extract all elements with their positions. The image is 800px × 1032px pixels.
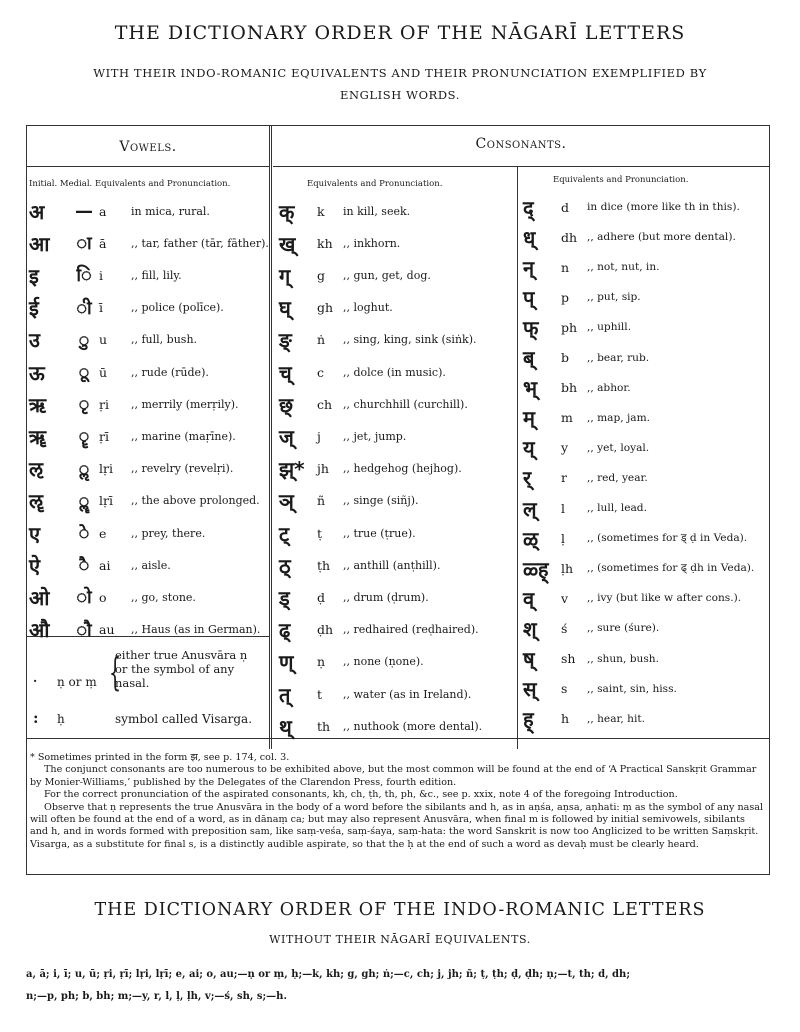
consonant-devanagari: व्: [523, 586, 535, 611]
consonant-pronunciation: ,, shun, bush.: [587, 652, 659, 665]
consonant-latin: dh: [561, 229, 578, 245]
romanic-order-line-2: n;—p, ph; b, bh; m;—y, r, l, ḷ, ḷh, v;—ś, sh, s;—h.: [26, 991, 287, 1002]
consonant-devanagari: ळ्ह्: [523, 556, 549, 581]
consonant-row: [523, 674, 677, 704]
vowel-row: [29, 615, 260, 645]
second-subtitle: WITHOUT THEIR NĀGARĪ EQUIVALENTS.: [269, 933, 531, 946]
consonant-row: [279, 454, 462, 484]
vowel-medial: ॢ: [78, 458, 90, 480]
consonant-latin: ph: [561, 319, 578, 335]
consonant-row: [279, 293, 393, 323]
vowel-latin: i: [99, 267, 103, 283]
consonant-devanagari: ब्: [523, 346, 535, 370]
consonant-devanagari: स्: [523, 677, 537, 702]
consonant-latin: n: [561, 259, 570, 275]
vowel-initial: इ: [29, 263, 39, 288]
anusvara-description: [115, 648, 247, 690]
vowel-latin: au: [99, 622, 115, 638]
vowel-pronunciation: ,, merrily (merṛily).: [131, 397, 239, 411]
consonant-row: [523, 553, 754, 583]
consonant-latin: ñ: [317, 493, 326, 509]
vowel-row: [29, 325, 197, 355]
consonant-row: [279, 679, 471, 709]
footnote-1: * Sometimes printed in the form झ, see p. 174, col. 3.: [30, 752, 290, 763]
vowel-medial: ॄ: [78, 426, 90, 448]
consonant-row: [523, 704, 645, 734]
consonant-row: [523, 373, 631, 403]
vowel-row: [29, 293, 224, 323]
consonant-row: [279, 486, 419, 516]
consonant-latin: s: [561, 681, 568, 697]
consonant-pronunciation: ,, red, year.: [587, 471, 648, 484]
vowel-latin: lṛī: [99, 493, 113, 509]
column-divider-consonants: [517, 166, 518, 749]
vowel-pronunciation: in mica, rural.: [131, 204, 210, 218]
visarga-symbol: :: [33, 709, 39, 727]
vowel-latin: ṛi: [99, 396, 109, 412]
consonant-row: [279, 518, 416, 548]
vowel-row: [29, 260, 182, 290]
consonant-latin: sh: [561, 651, 576, 666]
consonants-heading-rule: [273, 166, 769, 167]
vowel-initial: ओ: [29, 585, 50, 610]
vowel-row: [29, 357, 209, 387]
consonant-pronunciation: ,, true (ṭrue).: [343, 526, 416, 540]
consonant-latin: ḷh: [561, 560, 574, 576]
consonant-row: [279, 421, 406, 451]
consonant-row: [279, 711, 482, 741]
consonant-row: [523, 583, 741, 613]
consonant-latin: ch: [317, 396, 333, 412]
column-divider-vowels: [269, 126, 272, 749]
vowel-latin: ī: [99, 300, 103, 316]
vowel-medial: ु: [78, 329, 90, 351]
consonant-row: [523, 613, 659, 643]
visarga-description: symbol called Visarga.: [115, 712, 253, 726]
consonant-row: [523, 463, 648, 493]
consonant-pronunciation: ,, ivy (but like w after cons.).: [587, 592, 742, 605]
consonant-row: [523, 282, 641, 312]
vowel-row: [29, 550, 171, 580]
consonant-latin: kh: [317, 235, 333, 251]
vowel-row: [29, 518, 205, 548]
vowel-initial: ई: [29, 296, 39, 321]
consonant-devanagari: छ्: [279, 392, 294, 417]
consonant-devanagari: ष्: [523, 647, 535, 671]
consonant-latin: p: [561, 289, 570, 305]
consonant-pronunciation: ,, adhere (but more dental).: [587, 231, 736, 244]
consonant-row: [523, 644, 659, 674]
vowel-pronunciation: ,, go, stone.: [131, 590, 196, 604]
consonant-latin: ḷ: [561, 530, 565, 546]
footnote-4: Observe that ṇ represents the true Anusvāra in the body of a word before the sibilants and h, as in aṇśa, aṇsa, aṇhati: ṃ as the symbol of any nasal will often be found at the end of a word, as in dānaṃ ca; but may also represent Anusvāra, when final m is followed by initial semivowels, sibilants and h, and in words formed with preposition sam, like saṃ-veśa, saṃ-śaya, saṃ-hata: the word Sanskrit is now too Anglicized to be written Saṃskṛit. Visarga, as a substitute for final s, is a distinctly audible aspirate, so that the ḥ at the end of such a word as devaḥ must be clearly heard.: [30, 801, 764, 850]
consonant-row: [279, 260, 431, 290]
consonant-latin: h: [561, 711, 570, 727]
consonant-row: [523, 403, 650, 433]
romanic-order: [26, 964, 776, 1008]
consonant-devanagari: ड्: [279, 585, 290, 610]
vowel-latin: u: [99, 332, 108, 348]
anusvara-symbol: ·: [33, 674, 38, 688]
consonant-row: [523, 222, 736, 252]
consonant-latin: k: [317, 203, 325, 219]
consonant-devanagari: ल्: [523, 496, 537, 521]
consonant-devanagari: थ्: [279, 714, 292, 739]
consonant-pronunciation: ,, nuthook (more dental).: [343, 719, 483, 733]
consonant-latin: m: [561, 410, 573, 426]
anusvara-desc-line-2: or the symbol of any: [115, 662, 235, 676]
consonant-devanagari: य्: [523, 436, 535, 461]
consonant-pronunciation: ,, hear, hit.: [587, 712, 645, 725]
vowel-medial: ि: [76, 265, 92, 287]
consonant-latin: j: [317, 428, 321, 444]
vowel-pronunciation: ,, the above prolonged.: [131, 494, 260, 508]
consonant-pronunciation: ,, put, sip.: [587, 291, 641, 304]
vowel-row: [29, 582, 196, 612]
consonants-subheading-1: Equivalents and Pronunciation.: [307, 179, 443, 189]
consonant-latin: ḍh: [317, 622, 334, 638]
consonant-row: [279, 582, 429, 612]
consonant-devanagari: श्: [523, 616, 537, 641]
vowel-medial: ो: [76, 587, 92, 609]
consonant-row: [523, 433, 649, 463]
vowel-latin: ṛī: [99, 428, 109, 444]
vowel-medial: ै: [78, 555, 90, 577]
consonants-subheading-2: Equivalents and Pronunciation.: [553, 175, 689, 185]
consonant-devanagari: क्: [279, 199, 295, 224]
consonant-devanagari: ळ्: [523, 526, 539, 551]
footnote-3: For the correct pronunciation of the aspirated consonants, kh, ch, ṭh, th, ph, &c., see p. xxix, note 4 of the foregoing Introduction.: [44, 789, 678, 801]
vowel-pronunciation: ,, marine (maṛīne).: [131, 429, 236, 443]
consonant-devanagari: ण्: [279, 650, 294, 675]
consonant-row: [279, 647, 424, 677]
consonant-pronunciation: ,, loghut.: [343, 301, 393, 315]
vowels-heading-rule: [27, 166, 269, 167]
consonant-row: [523, 343, 649, 373]
vowel-row: [29, 196, 210, 226]
consonant-devanagari: ध्: [523, 225, 536, 250]
vowel-row: [29, 389, 238, 419]
vowel-pronunciation: ,, rude (rūde).: [131, 365, 209, 379]
vowel-pronunciation: ,, Haus (as in German).: [131, 623, 261, 637]
consonant-pronunciation: ,, singe (siñj).: [343, 494, 419, 508]
consonant-row: [279, 550, 440, 580]
consonant-latin: ḍ: [317, 589, 326, 605]
vowel-initial: उ: [29, 328, 40, 353]
vowel-medial: ॣ: [78, 490, 90, 512]
consonant-row: [279, 357, 446, 387]
consonant-pronunciation: ,, abhor.: [587, 381, 631, 394]
footnotes: [30, 752, 765, 851]
vowel-initial: ऌ: [29, 457, 43, 482]
consonant-latin: l: [561, 500, 565, 516]
consonant-pronunciation: ,, bear, rub.: [587, 351, 650, 364]
consonant-latin: bh: [561, 380, 578, 396]
vowel-initial: ऋ: [29, 392, 47, 417]
consonant-pronunciation: ,, (sometimes for ढ् ḍh in Veda).: [587, 562, 755, 575]
consonant-pronunciation: ,, gun, get, dog.: [343, 268, 431, 282]
consonant-devanagari: ह्: [523, 707, 534, 732]
consonant-row: [279, 196, 410, 226]
vowel-latin: o: [99, 589, 107, 605]
anusvara-brace: {: [109, 650, 122, 694]
vowel-initial: ॡ: [29, 489, 43, 514]
consonant-latin: jh: [317, 461, 329, 477]
page-title: THE DICTIONARY ORDER OF THE NĀGARĪ LETTERS: [114, 22, 686, 44]
consonant-pronunciation: ,, sing, king, sink (siṅk).: [343, 333, 477, 347]
consonant-row: [523, 252, 660, 282]
consonant-pronunciation: in kill, seek.: [343, 204, 411, 218]
consonant-pronunciation: ,, not, nut, in.: [587, 261, 660, 274]
consonant-pronunciation: ,, map, jam.: [587, 411, 650, 424]
consonant-devanagari: झ्*: [279, 457, 305, 482]
consonant-pronunciation: ,, (sometimes for ड् ḍ in Veda).: [587, 532, 748, 545]
consonant-latin: b: [561, 350, 570, 365]
consonant-pronunciation: ,, inkhorn.: [343, 236, 401, 250]
consonant-devanagari: ज्: [279, 424, 294, 449]
romanic-order-line-1: a, ā; i, ī; u, ū; ṛi, ṛī; lṛi, lṛī; e, ai; o, au;—ṇ or ṃ, ḥ;—k, kh; g, gh; ṅ;—c, ch; j, jh; ñ; ṭ, ṭh; ḍ, ḍh; ṇ;—t, th; d, dh;: [26, 969, 631, 980]
consonant-latin: t: [317, 686, 323, 702]
consonant-latin: ṭh: [317, 557, 331, 573]
consonant-pronunciation: ,, anthill (anṭhill).: [343, 558, 441, 572]
consonant-pronunciation: ,, hedgehog (hejhog).: [343, 462, 462, 476]
vowel-pronunciation: ,, revelry (revelṛi).: [131, 462, 234, 476]
vowel-medial: े: [78, 523, 90, 544]
vowel-pronunciation: ,, fill, lily.: [131, 268, 182, 282]
vowel-medial: ौ: [76, 619, 92, 641]
page-subtitle: [30, 62, 770, 106]
vowel-latin: lṛi: [99, 461, 113, 477]
consonant-latin: r: [561, 470, 567, 486]
consonant-devanagari: द्: [523, 195, 534, 220]
consonant-devanagari: ढ्: [279, 618, 291, 643]
consonant-latin: th: [317, 718, 331, 734]
consonant-devanagari: ग्: [279, 263, 291, 288]
consonant-devanagari: च्: [279, 360, 292, 385]
consonant-pronunciation: ,, water (as in Ireland).: [343, 687, 472, 701]
consonant-devanagari: ङ्: [279, 328, 292, 353]
vowel-initial: ए: [29, 521, 41, 546]
vowel-pronunciation: ,, police (polīce).: [131, 301, 224, 315]
vowel-medial: ा: [76, 233, 92, 255]
vowel-pronunciation: ,, full, bush.: [131, 333, 198, 347]
consonant-pronunciation: ,, uphill.: [587, 321, 632, 334]
vowels-subheading: Initial. Medial. Equivalents and Pronunciation.: [29, 179, 231, 189]
vowel-initial: अ: [29, 199, 45, 224]
consonant-row: [523, 493, 647, 523]
consonant-devanagari: ख्: [279, 231, 296, 256]
consonant-pronunciation: ,, churchhill (curchill).: [343, 397, 468, 411]
consonant-devanagari: घ्: [279, 296, 291, 321]
consonant-row: [523, 312, 631, 342]
consonant-latin: gh: [317, 300, 334, 316]
consonants-heading: Consonants.: [475, 136, 567, 152]
vowel-initial: औ: [29, 618, 50, 643]
anusvara-latin: ṇ or ṃ: [57, 675, 97, 689]
vowel-pronunciation: ,, aisle.: [131, 558, 171, 572]
vowel-row: [29, 421, 236, 451]
vowel-row: [29, 228, 269, 258]
consonant-pronunciation: ,, none (ṇone).: [343, 655, 424, 669]
anusvara-desc-line-1: either true Anusvāra ṇ: [115, 648, 248, 662]
vowel-latin: a: [99, 203, 107, 219]
consonant-pronunciation: ,, lull, lead.: [587, 502, 647, 514]
consonant-devanagari: फ्: [523, 315, 539, 340]
visarga-latin: ḥ: [57, 712, 65, 726]
vowel-initial: ऊ: [29, 360, 45, 385]
consonant-row: [279, 389, 468, 419]
consonant-row: [279, 325, 476, 355]
consonant-latin: d: [561, 199, 570, 215]
consonant-devanagari: ट्: [279, 521, 290, 546]
subtitle-line-2: ENGLISH WORDS.: [339, 88, 461, 102]
vowel-latin: e: [99, 525, 107, 541]
vowel-initial: आ: [29, 231, 50, 256]
vowel-initial: ॠ: [29, 424, 47, 449]
consonant-latin: g: [317, 267, 326, 283]
consonant-row: [523, 523, 747, 553]
vowel-pronunciation: ,, prey, there.: [131, 526, 206, 540]
consonant-devanagari: भ्: [523, 376, 538, 401]
consonant-pronunciation: ,, drum (ḍrum).: [343, 590, 429, 604]
consonant-row: [279, 228, 400, 258]
footnote-2: The conjunct consonants are too numerous to be exhibited above, but the most common will be found at the end of ‘A Practical Sanskṛit Grammar by Monier-Williams,’ published by the Delegates of the Clarendon Press, fourth edition.: [30, 764, 757, 788]
consonant-row: [279, 615, 479, 645]
consonant-devanagari: न्: [523, 255, 535, 280]
vowel-latin: ū: [99, 364, 108, 380]
vowel-medial: —: [75, 200, 93, 222]
consonant-pronunciation: ,, jet, jump.: [343, 429, 407, 443]
consonant-pronunciation: ,, dolce (in music).: [343, 365, 446, 379]
vowel-latin: ā: [99, 235, 107, 251]
vowel-medial: ृ: [78, 394, 90, 416]
vowel-row: [29, 454, 233, 484]
vowel-medial: ू: [78, 362, 90, 383]
vowel-medial: ी: [76, 297, 92, 319]
consonant-devanagari: ञ्: [279, 489, 294, 514]
anusvara-desc-line-3: nasal.: [115, 676, 150, 690]
consonant-devanagari: म्: [523, 406, 535, 431]
consonant-pronunciation: ,, saint, sin, hiss.: [587, 682, 677, 695]
consonant-row: [523, 192, 740, 222]
consonant-pronunciation: ,, sure (śure).: [587, 622, 660, 635]
consonant-latin: ṇ: [317, 654, 326, 670]
consonant-devanagari: त्: [279, 682, 291, 707]
consonant-latin: y: [561, 440, 569, 456]
consonant-pronunciation: ,, yet, loyal.: [587, 441, 650, 454]
subtitle-line-1: WITH THEIR INDO-ROMANIC EQUIVALENTS AND THEIR PRONUNCIATION EXEMPLIFIED BY: [93, 66, 707, 80]
vowel-row: [29, 486, 260, 516]
consonant-latin: ṅ: [317, 332, 326, 348]
consonant-pronunciation: in dice (more like th in this).: [587, 201, 740, 213]
consonant-devanagari: प्: [523, 285, 535, 310]
consonant-latin: ś: [561, 620, 568, 636]
vowel-latin: ai: [99, 557, 111, 573]
consonant-latin: c: [317, 364, 325, 380]
vowel-pronunciation: ,, tar, father (tār, fāther).: [131, 236, 269, 250]
second-title: THE DICTIONARY ORDER OF THE INDO-ROMANIC LETTERS: [94, 900, 706, 920]
consonant-pronunciation: ,, redhaired (reḍhaired).: [343, 623, 479, 637]
consonant-latin: ṭ: [317, 525, 323, 541]
vowel-initial: ऐ: [29, 553, 41, 578]
consonant-devanagari: ठ्: [279, 553, 291, 578]
consonant-devanagari: र्: [523, 466, 532, 491]
vowels-heading: Vowels.: [119, 139, 177, 155]
consonant-latin: v: [561, 590, 569, 606]
